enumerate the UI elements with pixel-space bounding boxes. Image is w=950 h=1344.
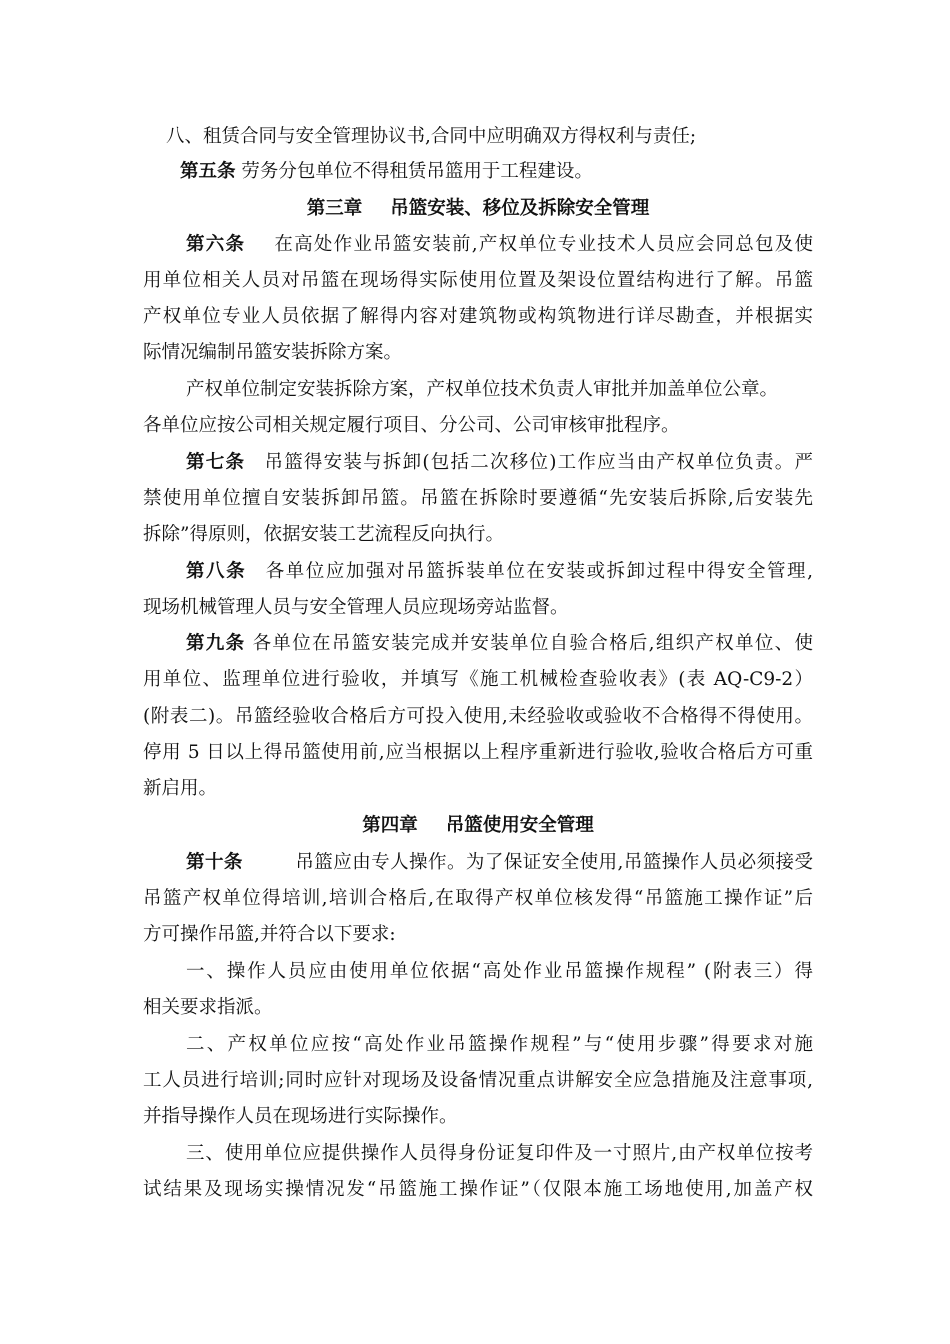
article-10-line-3	[143, 923, 813, 947]
text: 吊篮得安装与拆卸(包括二次移位)工作应当由产权单位负责。严	[263, 452, 813, 473]
text: 劳务分包单位不得租赁吊篮用于工程建设。	[241, 161, 593, 182]
text: 产权单位制定安装拆除方案，产权单位技术负责人审批并加盖单位公章。	[186, 379, 779, 400]
text: 吊篮产权单位得培训,培训合格后,在取得产权单位核发得“吊篮施工操作证”后	[143, 888, 813, 909]
item-2-line-1	[186, 1033, 813, 1057]
text: 各单位应按公司相关规定履行项目、分公司、公司审核审批程序。	[143, 415, 680, 436]
text: 用单位相关人员对吊篮在现场得实际使用位置及架设位置结构进行了解。吊篮	[143, 270, 813, 291]
article-label: 第十条	[186, 852, 243, 873]
article-6-line-3	[143, 305, 813, 329]
text: 停用 5 日以上得吊篮使用前,应当根据以上程序重新进行验收,验收合格后方可重	[143, 742, 813, 763]
text: 并指导操作人员在现场进行实际操作。	[143, 1106, 458, 1127]
article-9-line-5	[143, 777, 813, 801]
text: 方可操作吊篮,并符合以下要求:	[143, 924, 396, 945]
article-10-line-1	[186, 851, 813, 875]
chapter-number: 第四章	[362, 815, 418, 836]
text: 三、使用单位应提供操作人员得身份证复印件及一寸照片,由产权单位按考	[186, 1143, 813, 1164]
text: 八、租赁合同与安全管理协议书,合同中应明确双方得权利与责任;	[166, 126, 697, 147]
text: 现场机械管理人员与安全管理人员应现场旁站监督。	[143, 597, 569, 618]
article-label: 第八条	[186, 561, 247, 582]
article-6-line-1	[186, 233, 813, 257]
chapter-4-heading	[143, 814, 813, 838]
item-3-line-1	[186, 1142, 813, 1166]
text: 各单位应加强对吊篮拆装单位在安装或拆卸过程中得安全管理,	[264, 561, 813, 582]
chapter-title: 吊篮安装、移位及拆除安全管理	[390, 198, 650, 219]
text: 一、操作人员应由使用单位依据“高处作业吊篮操作规程” (附表三）得	[186, 961, 813, 982]
text: 产权单位专业人员依据了解得内容对建筑物或构筑物进行详尽勘查，并根据实	[143, 306, 813, 327]
text: (附表二)。吊篮经验收合格后方可投入使用,未经验收或验收不合格得不得使用。	[143, 706, 813, 727]
chapter-title: 吊篮使用安全管理	[445, 815, 594, 836]
article-6-line-4	[143, 341, 813, 365]
article-8-line-1	[186, 560, 813, 584]
line-item-8	[166, 125, 813, 149]
article-9-line-3	[143, 705, 813, 729]
article-9-line-2	[143, 668, 813, 692]
chapter-number: 第三章	[306, 198, 363, 219]
text: 新启用。	[143, 778, 218, 799]
article-5	[180, 160, 813, 184]
article-10-line-2	[143, 887, 813, 911]
article-label: 第九条	[186, 633, 246, 654]
chapter-3-heading	[143, 197, 813, 221]
paragraph-line-2	[143, 414, 813, 438]
article-8-line-2	[143, 596, 813, 620]
article-7-line-1	[186, 451, 813, 475]
item-3-line-2	[143, 1178, 813, 1202]
item-1-line-2	[143, 996, 813, 1020]
item-2-line-2	[143, 1069, 813, 1093]
article-label: 第七条	[186, 452, 246, 473]
text: 二、产权单位应按“高处作业吊篮操作规程”与“使用步骤”得要求对施	[186, 1034, 813, 1055]
article-9-line-1	[186, 632, 813, 656]
article-7-line-3	[143, 523, 813, 547]
paragraph-line-1	[186, 378, 813, 402]
text: 各单位在吊篮安装完成并安装单位自验合格后,组织产权单位、使	[252, 633, 813, 654]
text: 工人员进行培训;同时应针对现场及设备情况重点讲解安全应急措施及注意事项,	[143, 1070, 813, 1091]
text: 试结果及现场实操情况发“吊篮施工操作证”（仅限本施工场地使用,加盖产权	[143, 1179, 813, 1200]
article-label: 第六条	[186, 234, 246, 255]
article-7-line-2	[143, 487, 813, 511]
item-1-line-1	[186, 960, 813, 984]
text: 在高处作业吊篮安装前,产权单位专业技术人员应会同总包及使	[273, 234, 813, 255]
item-2-line-3	[143, 1105, 813, 1129]
article-label: 第五条	[180, 161, 236, 182]
text: 际情况编制吊篮安装拆除方案。	[143, 342, 403, 363]
text: 相关要求指派。	[143, 997, 273, 1018]
article-6-line-2	[143, 269, 813, 293]
text: 禁使用单位擅自安装拆卸吊篮。吊篮在拆除时要遵循“先安装后拆除,后安装先	[143, 488, 813, 509]
text: 用单位、监理单位进行验收，并填写《施工机械检查验收表》(表 AQ-C9-2）	[143, 669, 813, 690]
text: 拆除”得原则，依据安装工艺流程反向执行。	[143, 524, 504, 545]
article-9-line-4	[143, 741, 813, 765]
text: 吊篮应由专人操作。为了保证安全使用,吊篮操作人员必须接受	[294, 852, 813, 873]
